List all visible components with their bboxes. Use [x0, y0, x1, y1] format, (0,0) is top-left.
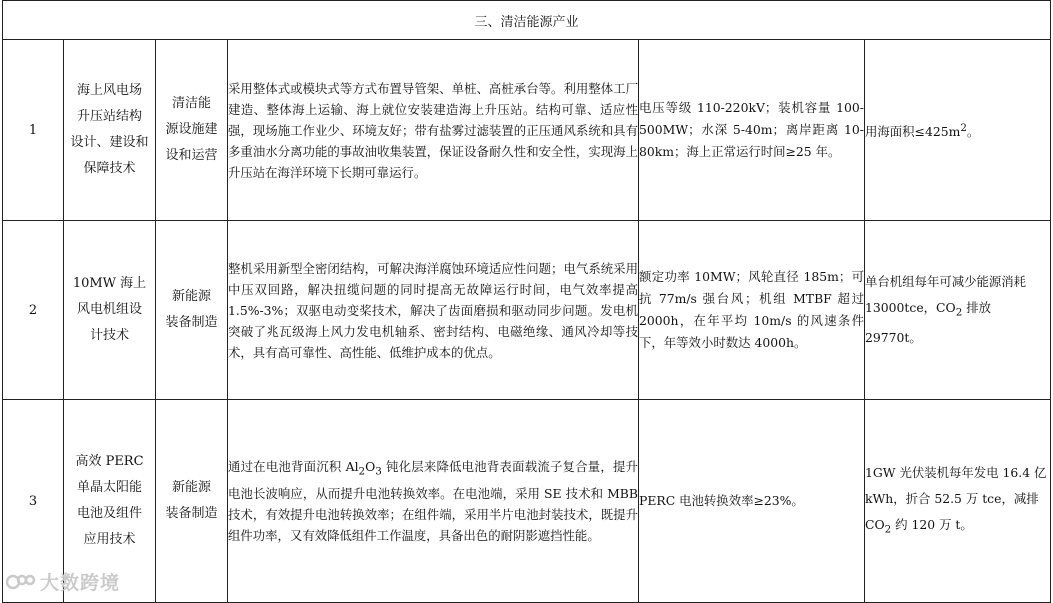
- watermark: [6, 568, 120, 595]
- technology-indicators: 额定功率 10MW；风轮直径 185m；可抗 77m/s 强台风；机组 MTBF 超过 2000h，在年平均 10m/s 的风速条件下，年等效小时数达 4000h。: [639, 221, 865, 400]
- row-number: 1: [3, 40, 64, 221]
- technology-description: 整机采用新型全密闭结构，可解决海洋腐蚀环境适应性问题；电气系统采用中压双回路，解决扭缆问题的同时提高无故障运行时间，电气效率提高 1.5%-3%；双驱电动变桨技术，解决了齿面磨损和驱动同步问题。发电机突破了兆瓦级海上风力发电机轴系、密封结构、电磁绝缘、通风冷却等技术，具有高可靠性、高性能、低维护成本的优点。: [228, 221, 639, 400]
- technology-category: 新能源 装备制造: [156, 400, 228, 603]
- row-number: 2: [3, 221, 64, 400]
- technology-table: [2, 0, 1051, 603]
- technology-indicators: 电压等级 110-220kV；装机容量 100-500MW；水深 5-40m；离岸距离 10-80km；海上正常运行时间≥25 年。: [639, 40, 865, 221]
- technology-name: 10MW 海上 风电机组设 计技术: [64, 221, 156, 400]
- technology-category: 清洁能 源设施建 设和运营: [156, 40, 228, 221]
- table-row: [3, 221, 1051, 400]
- technology-benefit: 单台机组每年可减少能源消耗 13000tce，$CO_2$ 排放 29770t。: [865, 221, 1051, 400]
- technology-category: 新能源 装备制造: [156, 221, 228, 400]
- section-title: 三、清洁能源产业: [3, 1, 1051, 40]
- technology-name: 高效 PERC 单晶太阳能 电池及组件 应用技术: [64, 400, 156, 603]
- technology-indicators: PERC 电池转换效率≥23%。: [639, 400, 865, 603]
- watermark-text: 大数跨境: [40, 572, 121, 594]
- watermark-logo-icon: [6, 571, 36, 593]
- technology-benefit: 1GW 光伏装机每年发电 16.4 亿 kWh，折合 52.5 万 tce，减排 $CO_2$ 约 120 万 t。: [865, 400, 1051, 603]
- row-number: 3: [3, 400, 64, 603]
- technology-benefit: 用海面积$\le 425m^2$。: [865, 40, 1051, 221]
- technology-description: 采用整体式或模块式等方式布置导管架、单桩、高桩承台等。利用整体工厂建造、整体海上运输、海上就位安装建造海上升压站。结构可靠、适应性强，现场施工作业少、环境友好；带有盐雾过滤装置的正压通风系统和具有多重油水分离功能的事故油收集装置，保证设备耐久性和安全性，实现海上升压站在海洋环境下长期可靠运行。: [228, 40, 639, 221]
- technology-description: 通过在电池背面沉积 $Al_2O_3$ 钝化层来降低电池背表面载流子复合量，提升电池长波响应，从而提升电池转换效率。在电池端，采用 SE 技术和 MBB 技术，有效提升电池转换效率；在组件端，采用半片电池封装技术，既提升组件功率，又有效降低组件工作温度，具备出色的耐阴影遮挡性能。: [228, 400, 639, 603]
- technology-name: 海上风电场 升压站结构 设计、建设和 保障技术: [64, 40, 156, 221]
- table-row: [3, 400, 1051, 603]
- table-row: [3, 40, 1051, 221]
